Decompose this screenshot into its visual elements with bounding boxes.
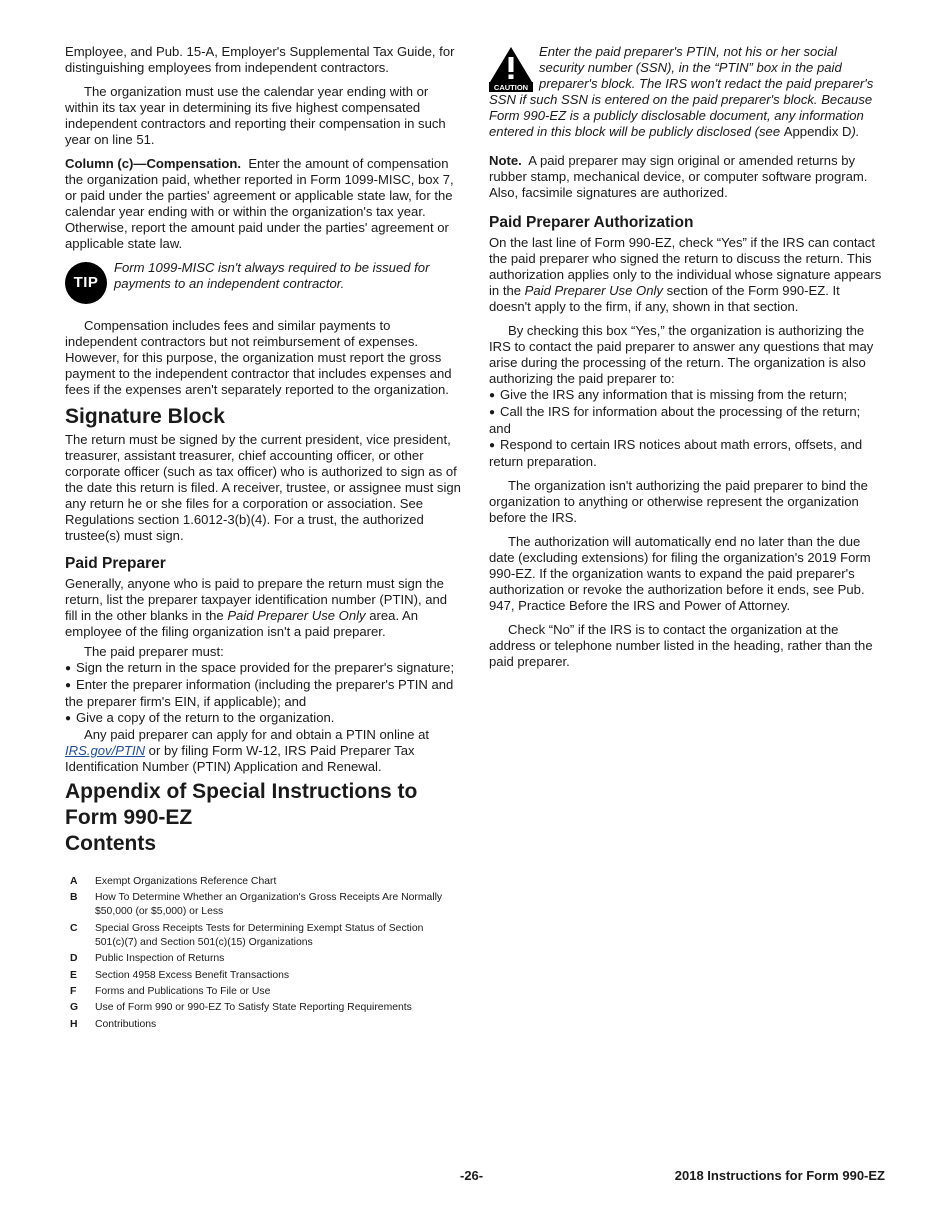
contents-item-title: Public Inspection of Returns (95, 953, 225, 965)
contents-item (65, 969, 461, 983)
paragraph-ppa (489, 235, 885, 315)
bullet-icon: ● (489, 390, 496, 401)
paragraph-ptin (65, 727, 461, 775)
bullet-icon: ● (489, 440, 496, 451)
paragraph-check-no: Check “No” if the IRS is to contact the organization at the address or telephone number listed in the heading, rather than the paid preparer. (489, 622, 873, 669)
contents-item-title: Use of Form 990 or 990-EZ To Satisfy State Reporting Requirements (95, 1002, 412, 1014)
caution-appendix-d: Appendix D (783, 124, 852, 139)
paid-preparer-must: The paid preparer must: (84, 644, 224, 659)
list-item-text: Enter the preparer information (including the preparer's PTIN and the preparer firm's EIN, if applicable); and (65, 677, 454, 709)
paid-preparer-authorization-heading: Paid Preparer Authorization (489, 214, 694, 231)
list-item (489, 437, 885, 470)
appendix-heading: Appendix of Special Instructions to Form 990-EZ (65, 780, 418, 829)
contents-item (65, 891, 461, 919)
caution-label: CAUTION (493, 83, 529, 92)
list-item (489, 387, 885, 404)
caution-text-a: Enter the paid preparer's PTIN, not his or her social security number (SSN), in the “PTIN” box in the paid preparer's block. The IRS won't redact the paid preparer's SSN if such SSN is entered on the paid preparer's block. Because Form 990-EZ is a publicly disclosable document, any information entered in this block will be publicly disclosed (see (489, 44, 874, 139)
paid-preparer-text-b: area. An employee of the filing organization isn't a paid preparer. (65, 608, 419, 639)
ptin-text-b: or by filing Form W-12, IRS Paid Preparer Tax Identification Number (PTIN) Application and Renewal. (65, 743, 415, 774)
list-item-text: Give the IRS any information that is missing from the return; (500, 387, 848, 402)
contents-heading: Contents (65, 832, 156, 855)
contents-item-letter: D (70, 953, 78, 965)
contents-item-letter: G (70, 1002, 79, 1014)
ppa-text-a: On the last line of Form 990-EZ, check “Yes” if the IRS can contact the paid preparer who signed the return to discuss the return. This authorization applies only to the individual whose signature appears in the (489, 235, 882, 298)
contents-item (65, 922, 461, 950)
caution-icon (489, 46, 533, 92)
list-item-text: Respond to certain IRS notices about math errors, offsets, and return preparation. (489, 437, 863, 469)
paragraph-compensation-includes: Compensation includes fees and similar payments to independent contractors but not reimbursement of expenses. However, for this purpose, the organization must report the gross payment to the independent contractor that includes expenses and fees if the expenses aren't separately reported to the organization. (65, 318, 452, 397)
paid-preparer-heading: Paid Preparer (65, 555, 166, 572)
list-item-text: Give a copy of the return to the organization. (76, 710, 335, 725)
paragraph-not-authorizing: The organization isn't authorizing the paid preparer to bind the organization to anything or otherwise represent the organization before the IRS. (489, 478, 868, 525)
paid-preparer-text-a: Generally, anyone who is paid to prepare the return must sign the return, list the preparer taxpayer identification number (PTIN), and fill in the other blanks in the (65, 576, 448, 623)
contents-item-letter: C (70, 922, 78, 934)
note-text: A paid preparer may sign original or amended returns by rubber stamp, mechanical device, or computer software program. Also, facsimile signatures are authorized. (489, 153, 868, 200)
contents-list (65, 875, 461, 1032)
tip-text: Form 1099-MISC isn't always required to be issued for payments to an independent contractor. (114, 260, 430, 291)
authorization-bullet-list (489, 387, 885, 470)
contents-item-letter: F (70, 985, 77, 997)
contents-item-title: Contributions (95, 1018, 157, 1030)
contents-item (65, 952, 461, 966)
paragraph-paid-preparer (65, 576, 461, 640)
bullet-icon: ● (65, 680, 72, 691)
right-column (489, 44, 885, 678)
caution-text-b: ). (851, 124, 860, 139)
contents-item (65, 875, 461, 889)
list-item (65, 710, 461, 727)
left-column (65, 44, 461, 1034)
contents-item-letter: E (70, 969, 77, 981)
tip-box (65, 260, 461, 304)
list-item (65, 660, 461, 677)
paragraph-column-c (65, 156, 461, 252)
bullet-icon: ● (65, 713, 72, 724)
list-item (65, 677, 461, 710)
list-item-text: Sign the return in the space provided for the preparer's signature; (76, 660, 455, 675)
contents-item (65, 985, 461, 999)
list-item (489, 404, 885, 437)
contents-item (65, 1018, 461, 1032)
paragraph-auto-end: The authorization will automatically end no later than the due date (excluding extensions) for filing the organization's 2019 Form 990-EZ. If the organization wants to expand the paid preparer's authorization or revoke the authorization before it ends, see Pub. 947, Practice Before the IRS and Power of Attorney. (489, 534, 871, 613)
note-heading: Note. (489, 153, 522, 168)
contents-item-title: How To Determine Whether an Organization's Gross Receipts Are Normally $50,000 (or $5,000) or Less (95, 892, 443, 918)
ptin-text-a: Any paid preparer can apply for and obtain a PTIN online at (84, 727, 430, 742)
caution-box (489, 44, 885, 140)
paragraph-pub15a: Employee, and Pub. 15-A, Employer's Supplemental Tax Guide, for distinguishing employees from independent contractors. (65, 44, 455, 75)
contents-item-title: Special Gross Receipts Tests for Determining Exempt Status of Section 501(c)(7) and Section 501(c)(15) Organizations (95, 922, 424, 948)
contents-item-letter: H (70, 1018, 78, 1030)
footer-document-title: 2018 Instructions for Form 990-EZ (674, 1168, 885, 1183)
irs-ptin-link[interactable]: IRS.gov/PTIN (65, 743, 146, 758)
column-c-heading: Column (c)—Compensation. (65, 156, 242, 171)
contents-item-letter: B (70, 892, 78, 904)
ppa-use-only-italic: Paid Preparer Use Only (524, 283, 663, 298)
contents-item-title: Forms and Publications To File or Use (95, 985, 271, 997)
signature-block-heading: Signature Block (65, 405, 225, 428)
column-c-text: Enter the amount of compensation the organization paid, whether reported in Form 1099-MISC, box 7, or paid under the parties' agreement or applicable state law, for the calendar year ending with or within the organization's tax year. Otherwise, report the amount paid under the parties' agreement or applicable state law. (65, 156, 454, 251)
page-number: -26- (460, 1168, 484, 1183)
paragraph-signature-block: The return must be signed by the current president, vice president, treasurer, assistant treasurer, chief accounting officer, or other corporate officer (such as tax officer) who is authorized to sign as of the date this return is filed. A receiver, trustee, or assignee must sign any return he or she files for a corporation or association. See Regulations section 1.6012-3(b)(4). For a trust, the authorized trustee(s) must sign. (65, 432, 461, 543)
paragraph-calendar-year: The organization must use the calendar year ending with or within its tax year in determining its five highest compensated independent contractors and reporting their compensation in such year on line 51. (65, 84, 446, 147)
paid-preparer-use-only-italic: Paid Preparer Use Only (227, 608, 366, 623)
contents-item (65, 1001, 461, 1015)
paragraph-note (489, 153, 885, 201)
contents-item-title: Exempt Organizations Reference Chart (95, 876, 277, 887)
paragraph-checking-yes: By checking this box “Yes,” the organization is authorizing the IRS to contact the paid preparer to answer any questions that may arise during the processing of the return. The organization is also authorizing the paid preparer to: (489, 323, 874, 386)
bullet-icon: ● (65, 663, 72, 674)
list-item-text: Call the IRS for information about the processing of the return; and (489, 404, 861, 436)
tip-icon: TIP (65, 262, 107, 304)
contents-item-title: Section 4958 Excess Benefit Transactions (95, 969, 290, 981)
bullet-icon: ● (489, 407, 496, 418)
paid-preparer-bullet-list (65, 660, 461, 727)
contents-item-letter: A (70, 876, 78, 887)
caution-text (489, 44, 885, 140)
ppa-text-b: section of the Form 990-EZ. It doesn't apply to the firm, if any, shown in that section. (489, 283, 840, 314)
